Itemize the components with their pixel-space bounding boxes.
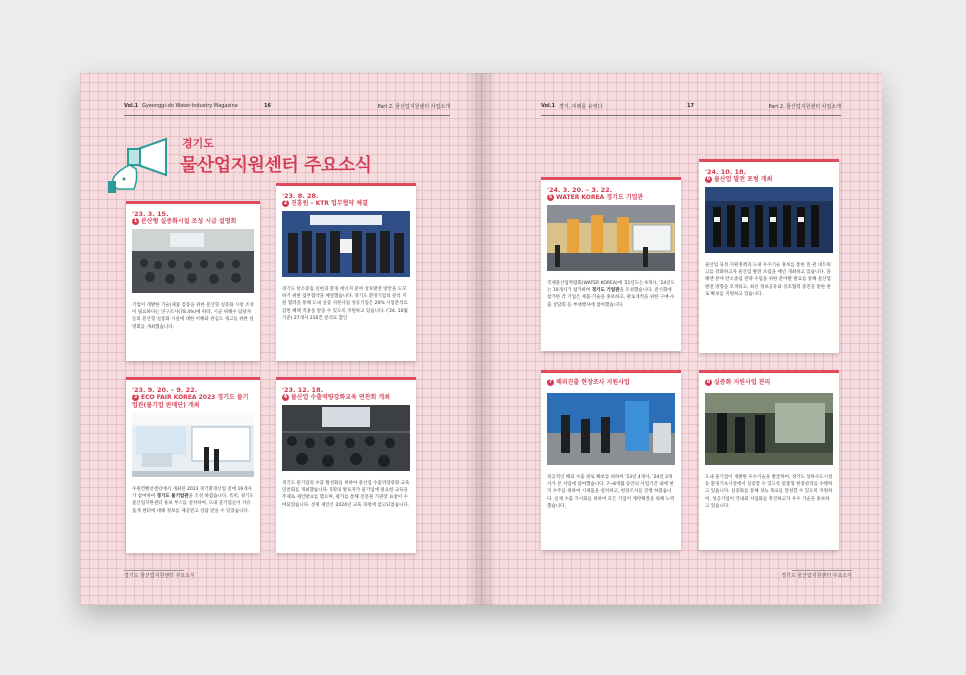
card-date: '24. 3. 20. – 3. 22. (547, 186, 613, 194)
part-label: Part 2. 물산업지원센터 사업소개 (768, 104, 841, 110)
card-date: '23. 3. 15. (132, 210, 169, 218)
card-heading: 3 ECO FAIR KOREA 2023 경기도 물기업관(물기업 판매단) 개최 (132, 394, 249, 409)
part-label: Part 2. 물산업지원센터 사업소개 (377, 104, 450, 110)
news-card (541, 370, 681, 550)
card-body: 수원컨벤션센터에서 개최된 2023 경기환경산업 전에 16개사가 참여하여 경기도 물기업관을 조성 하였습니다. 특히, 경기도 물산업지원센터 홍보 부스를 설치하여, 도내 물기업들이 자유롭게 센터에 대해 정보를 제공받고 상담 받을 수 있었습니다. (132, 487, 254, 514)
right-footer: 경기도 물산업지원센터 주요소식 (781, 573, 852, 579)
card-date: '23. 12. 18. (282, 386, 324, 394)
right-page (481, 73, 882, 605)
page-number: 17 (687, 103, 694, 109)
card-heading: 8 실증화 지원사업 관리 (706, 379, 771, 386)
vol-label: Vol.1 (124, 103, 139, 109)
magazine-name: 경기, 미래를 유영다 (559, 104, 603, 110)
news-card (699, 159, 839, 353)
card-heading: 6 물산업 발전 포럼 개최 (706, 176, 773, 183)
section-title (180, 135, 372, 177)
field-survey-photo (547, 393, 675, 465)
news-card (699, 370, 839, 550)
vol-label: Vol.1 (541, 103, 556, 109)
card-heading: 2 진흥원 – KTR 업무협약 체결 (283, 200, 368, 207)
card-heading: 4 물산업 수출역량강화교육 연찬회 개최 (283, 394, 391, 401)
page-number: 16 (264, 103, 271, 109)
right-header (541, 103, 841, 113)
seminar-photo (132, 229, 254, 293)
card-body: 경기도 탄소중립 실현과 환경 에너지 분야 상호발전 방안을 도모하기 위한 업무협약을 체결했습니다. 경기도 환경기업의 분석 지원 협력을 통해 도내 실증 지원사업 성공기업은 20% 시험분석료 감면 혜택 적용을 받을 수 있도록 지원하고 있습니다. ('24. 10월 기준) 27개사 310건 분석료 할인 (282, 287, 408, 321)
left-footer: 경기도 물산업지원센터 주요소식 (124, 573, 195, 579)
card-date: '24. 10. 18. (705, 168, 747, 176)
card-body: 기업이 개발한 기술(제품 검증을 위한 분산형 실증화 시설 조성이 필요하다는 연구조사(78.4%)에 따라, 시군 위해수 담당자들의 분산형 실증화 시설에 대한 이해와 관심도 제고를 위한 설명회를 개최했습니다. (132, 303, 254, 330)
exhibition-booth-photo (132, 413, 254, 477)
left-page (80, 73, 481, 605)
news-card (276, 183, 416, 361)
title-small: 경기도 (182, 137, 214, 150)
magazine-name: Gyeonggi-do Water-Industry Magazine (142, 103, 238, 109)
water-korea-booth-photo (547, 205, 675, 271)
news-card (541, 177, 681, 351)
card-heading: 1 분산형 실증화시설 조성 시급 설명회 (133, 218, 237, 225)
card-body: 국제물산업박람회(WATER KOREA)에 '21년도는 9개사, '24년도는 10개사가 참가하여 경기도 기업관을 조성했습니다. 전시회에 참가한 각 기업은 제품·기술을 홍보하고, 판로개척을 위한 구매·수출 상담회 등 부대행사에 참여했습니다. (547, 281, 675, 308)
left-header (124, 103, 450, 113)
card-body: 도내 물기업이 개발한 우수기술을 발굴하여, 경기도 상하수도시설 등 환경기초시설에서 실증할 수 있도록 맞춤형 현장관리를 수행하고 있습니다. 실증화를 통해 성능 목표를 달성할 수 있도록 지원하여, 성공기업이 국내외 사업화를 촉진하고자 우수 기술을 홍보하고 있습니다. (705, 475, 833, 509)
forum-photo (705, 187, 833, 253)
card-body: 성공적인 해외 수출 판로 확보를 위하여 '23년 4개사, '24년 3개사가 본 사업에 참여했습니다. 7~8개월 동안의 사업기간 내에 현지 수주를 위하여 시제품을 설치하고, 현장조사를 진행 하였습니다. 실제 수출 가시화를 위하여 모든 기업이 계약체결을 위해 노력했습니다. (547, 475, 675, 509)
news-card (276, 377, 416, 553)
news-card (126, 201, 260, 361)
card-body: 물산업 육성 지원정책과 도내 우수기술 홍보를 통한 민·관 네트워크를 강화하고자 물산업 발전 포럼을 매년 개최하고 있습니다. 올해엔 분야 탄소중립 전략 수립을 위한 분야별 발표를 통해 물산업 발전 방향을 모색하고, 최신 정보공유와 상호협력 증진을 통한 판로 확보를 지원하고 있습니다. (705, 263, 831, 297)
news-card (126, 377, 260, 553)
magazine-spread (80, 73, 882, 605)
card-body: 경기도 물기업의 수출 활성화를 위하여 물산업 수출역량강화 교육 연찬회를 개최했습니다. 5명의 발표자가 물기업에 필요한 교육을 주제로 제언발표를 했으며, 평가를 통해 진흥원 기관장 표창이 수여되었습니다. 선정 제안은 2024년 교육 과정에 참고되었습니다. (282, 481, 410, 508)
conference-photo (282, 405, 410, 471)
card-date: '23. 9. 20. – 9. 22. (132, 386, 198, 394)
title-big: 물산업지원센터 주요소식 (180, 155, 372, 176)
card-heading: 7 해외진출 현장조사 지원사업 (548, 379, 630, 386)
site-inspection-photo (705, 393, 833, 465)
card-heading: 5 WATER KOREA 경기도 기업관 (548, 194, 644, 201)
agreement-photo (282, 211, 410, 277)
megaphone-hand-icon (108, 135, 170, 193)
card-date: '23. 8. 28. (282, 192, 319, 200)
